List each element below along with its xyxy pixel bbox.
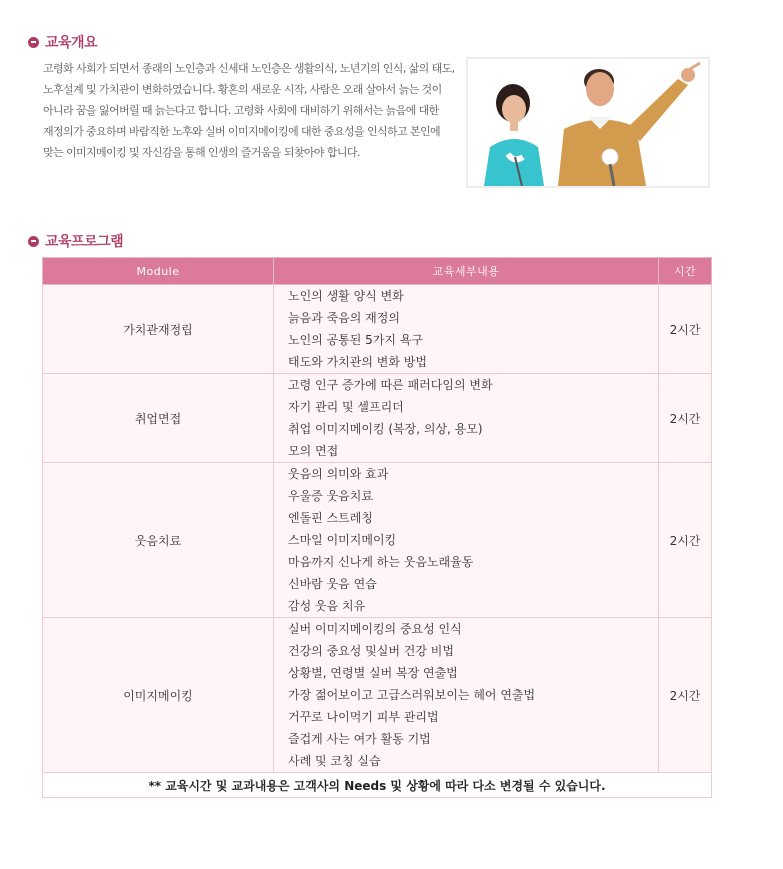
program-section-heading	[28, 231, 123, 251]
detail-item: 태도와 가치관의 변화 방법	[288, 355, 427, 369]
table-row	[43, 463, 712, 618]
overview-line: 맞는 이미지메이킹 및 자신감을 통해 인생의 즐거움을 되찾아야 합니다.	[43, 146, 360, 159]
senior-couple-photo	[466, 57, 710, 188]
overview-line: 고령화 사회가 되면서 종래의 노인층과 신세대 노인층은 생활의식, 노년기의 인식, 삶의 태도,	[43, 62, 455, 75]
table-header-row	[43, 258, 712, 285]
header-detail: 교육세부내용	[274, 258, 659, 285]
program-title: 교육프로그램	[45, 234, 124, 250]
detail-item: 노인의 공통된 5가지 욕구	[288, 333, 423, 347]
detail-item: 즐겁게 사는 여가 활동 기법	[288, 732, 431, 746]
header-time: 시간	[659, 258, 712, 285]
detail-cell	[274, 285, 659, 374]
detail-cell	[274, 374, 659, 463]
program-table	[42, 257, 712, 798]
overview-title: 교육개요	[45, 35, 98, 51]
detail-item: 자기 관리 및 셀프리더	[288, 400, 404, 414]
detail-item: 마음까지 신나게 하는 웃음노래율동	[288, 555, 474, 569]
overview-line: 재정의가 중요하며 바람직한 노후와 실버 이미지메이킹에 대한 중요성을 인식하고 본인에	[43, 125, 441, 138]
overview-text	[43, 58, 453, 163]
module-cell: 취업면접	[43, 374, 274, 463]
table-row	[43, 285, 712, 374]
table-row	[43, 618, 712, 773]
overview-line: 아니라 꿈을 잃어버릴 때 늙는다고 합니다. 고령화 사회에 대비하기 위해서는 늙음에 대한	[43, 104, 439, 117]
time-cell: 2시간	[659, 463, 712, 618]
overview-line: 노후설계 및 가치관이 변화하였습니다. 황혼의 새로운 시작, 사람은 오래 살아서 늙는 것이	[43, 83, 442, 96]
detail-item: 노인의 생활 양식 변화	[288, 289, 404, 303]
detail-item: 실버 이미지메이킹의 중요성 인식	[288, 622, 462, 636]
detail-item: 상황별, 연령별 실버 복장 연출법	[288, 666, 458, 680]
detail-item: 늙음과 죽음의 재정의	[288, 311, 400, 325]
header-module: Module	[43, 258, 274, 285]
detail-cell	[274, 618, 659, 773]
detail-item: 신바람 웃음 연습	[288, 577, 377, 591]
table-note: ** 교육시간 및 교과내용은 고객사의 Needs 및 상황에 따라 다소 변경될 수 있습니다.	[43, 773, 712, 798]
detail-item: 건강의 중요성 및실버 건강 비법	[288, 644, 454, 658]
detail-item: 감성 웃음 치유	[288, 599, 366, 613]
detail-item: 사례 및 코칭 실습	[288, 754, 381, 768]
time-cell: 2시간	[659, 374, 712, 463]
note-row	[43, 773, 712, 798]
detail-item: 스마일 이미지메이킹	[288, 533, 397, 547]
module-cell: 가치관재정립	[43, 285, 274, 374]
table-row	[43, 374, 712, 463]
detail-item: 가장 젊어보이고 고급스러워보이는 헤어 연출법	[288, 688, 536, 702]
module-cell: 이미지메이킹	[43, 618, 274, 773]
senior-couple-illustration	[468, 59, 708, 186]
module-cell: 웃음치료	[43, 463, 274, 618]
bullet-icon	[28, 236, 39, 247]
detail-item: 취업 이미지메이킹 (복장, 의상, 용모)	[288, 422, 483, 436]
detail-item: 엔돌핀 스트레칭	[288, 511, 373, 525]
detail-item: 모의 면접	[288, 444, 339, 458]
time-cell: 2시간	[659, 618, 712, 773]
bullet-icon	[28, 37, 39, 48]
detail-item: 우울증 웃음치료	[288, 489, 373, 503]
detail-item: 웃음의 의미와 효과	[288, 467, 389, 481]
detail-cell	[274, 463, 659, 618]
detail-item: 거꾸로 나이먹기 피부 관리법	[288, 710, 439, 724]
time-cell: 2시간	[659, 285, 712, 374]
detail-item: 고령 인구 증가에 따른 패러다임의 변화	[288, 378, 493, 392]
overview-section-heading	[28, 32, 97, 52]
